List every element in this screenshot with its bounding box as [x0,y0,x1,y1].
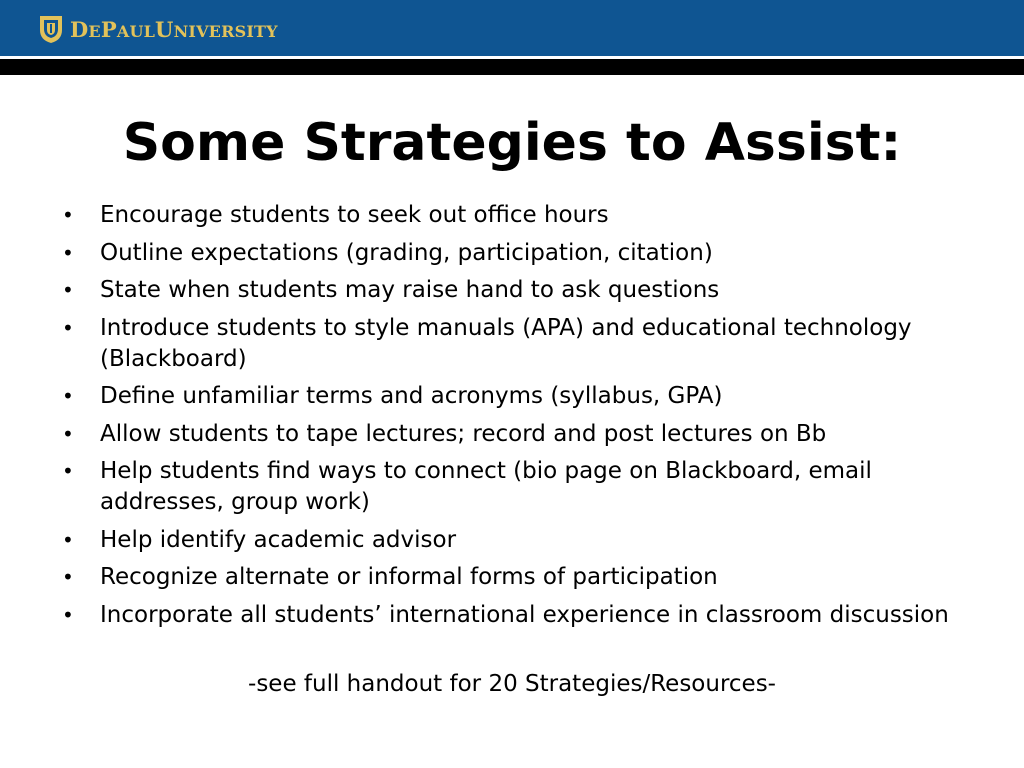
bullet-icon: • [62,315,74,340]
bullet-icon: • [62,527,74,552]
list-item: • Define unfamiliar terms and acronyms (syllabus, GPA) [62,381,982,412]
list-item: • Allow students to tape lectures; record and post lectures on Bb [62,419,982,450]
bullet-icon: • [62,459,74,483]
handout-note: -see full handout for 20 Strategies/Resources- [248,671,776,697]
seal-icon [38,14,64,44]
list-item: • State when students may raise hand to ask questions [62,275,982,306]
bullet-icon: • [62,421,74,446]
bullet-icon: • [62,203,74,227]
bullet-icon: • [62,602,74,627]
list-item: • Help students find ways to connect (bio page on Blackboard, email addresses, group work) [62,458,872,515]
header-stripe [0,59,1024,75]
slide-title: Some Strategies to Assist: [122,113,902,173]
bullet-icon: • [62,565,74,589]
logo-wordmark: DEPAULUNIVERSITY [70,16,278,42]
list-item: • Recognize alternate or informal forms of participation [62,562,982,593]
list-item: • Help identify academic advisor [62,525,982,556]
list-item: • Incorporate all students’ international experience in classroom discussion [62,600,982,631]
bullet-icon: • [62,240,74,265]
list-item: • Introduce students to style manuals (APA) and educational technology (Blackboard) [62,314,912,372]
bullet-icon: • [62,384,74,408]
bullet-list [62,200,982,637]
list-item: • Encourage students to seek out office hours [62,200,982,231]
list-item: • Outline expectations (grading, participation, citation) [62,238,982,269]
bullet-icon: • [62,278,74,302]
university-logo [38,13,278,45]
